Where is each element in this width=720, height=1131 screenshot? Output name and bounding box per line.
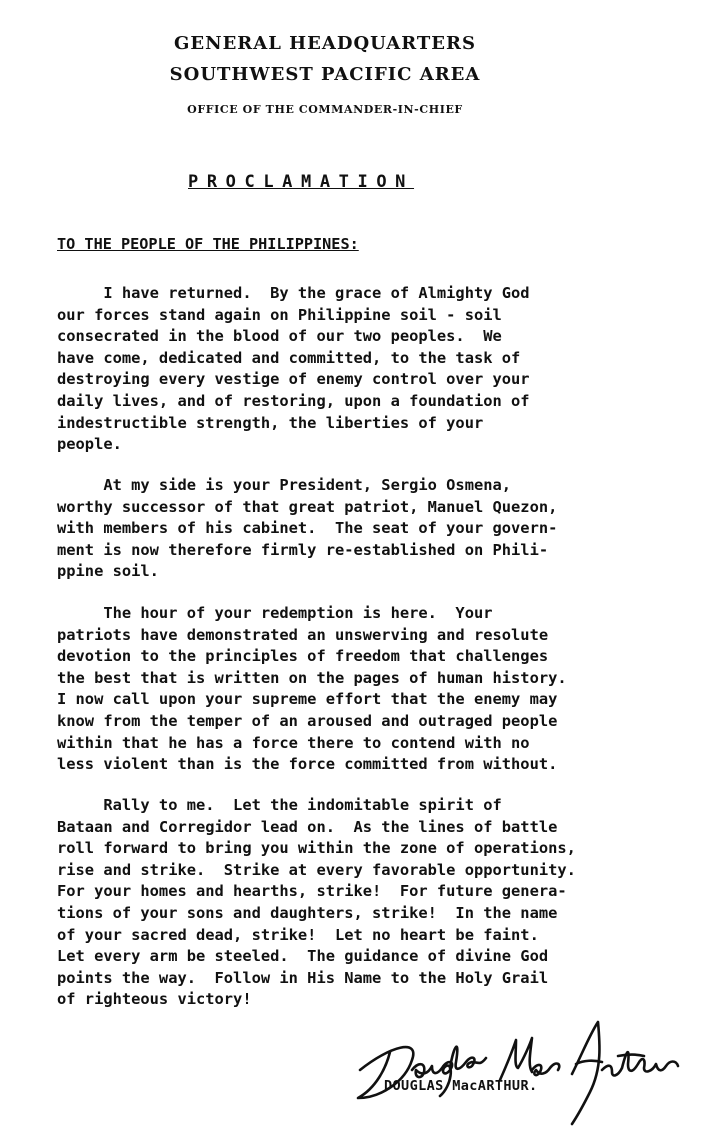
document-title: PROCLAMATION	[188, 172, 415, 192]
letterhead-office: OFFICE OF THE COMMANDER-IN-CHIEF	[187, 103, 463, 116]
letterhead-line-2: SOUTHWEST PACIFIC AREA	[169, 64, 481, 85]
handwritten-signature	[350, 1008, 710, 1128]
salutation: TO THE PEOPLE OF THE PHILIPPINES:	[57, 235, 359, 253]
letterhead-line-1: GENERAL HEADQUARTERS	[174, 33, 476, 54]
paragraph-1: I have returned. By the grace of Almighty God our forces stand again on Philippine soil - soil consecrated in the blood of our two peoples. We have come, dedicated and committed, to the task of destroying every vestige of enemy control over your daily lives, and of restoring, upon a foundation of indestructible strength, the liberties of your people.	[57, 284, 530, 454]
paragraph-2: At my side is your President, Sergio Osmena, worthy successor of that great patriot, Manuel Quezon, with members of his cabinet. The seat of your govern- ment is now therefore firmly re-established on Phili- ppine soil.	[57, 476, 558, 581]
paragraph-3: The hour of your redemption is here. Your patriots have demonstrated an unswerving and resolute devotion to the principles of freedom that challenges the best that is written on the pages of human history. I now call upon your supreme effort that the enemy may know from the temper of an aroused and outraged people within that he has a force there to contend with no less violent than is the force committed from without.	[57, 604, 567, 774]
paragraph-4: Rally to me. Let the indomitable spirit of Bataan and Corregidor lead on. As the lines of battle roll forward to bring you within the zone of operations, rise and strike. Strike at every favorable opportunity. For your homes and hearths, strike! For future genera- tions of your sons and daughters, strike! In the name of your sacred dead, strike! Let no heart be faint. Let every arm be steeled. The guidance of divine God points the way. Follow in His Name to the Holy Grail of righteous victory!	[57, 796, 576, 1009]
typed-signature-name: DOUGLAS MacARTHUR.	[384, 1078, 538, 1094]
